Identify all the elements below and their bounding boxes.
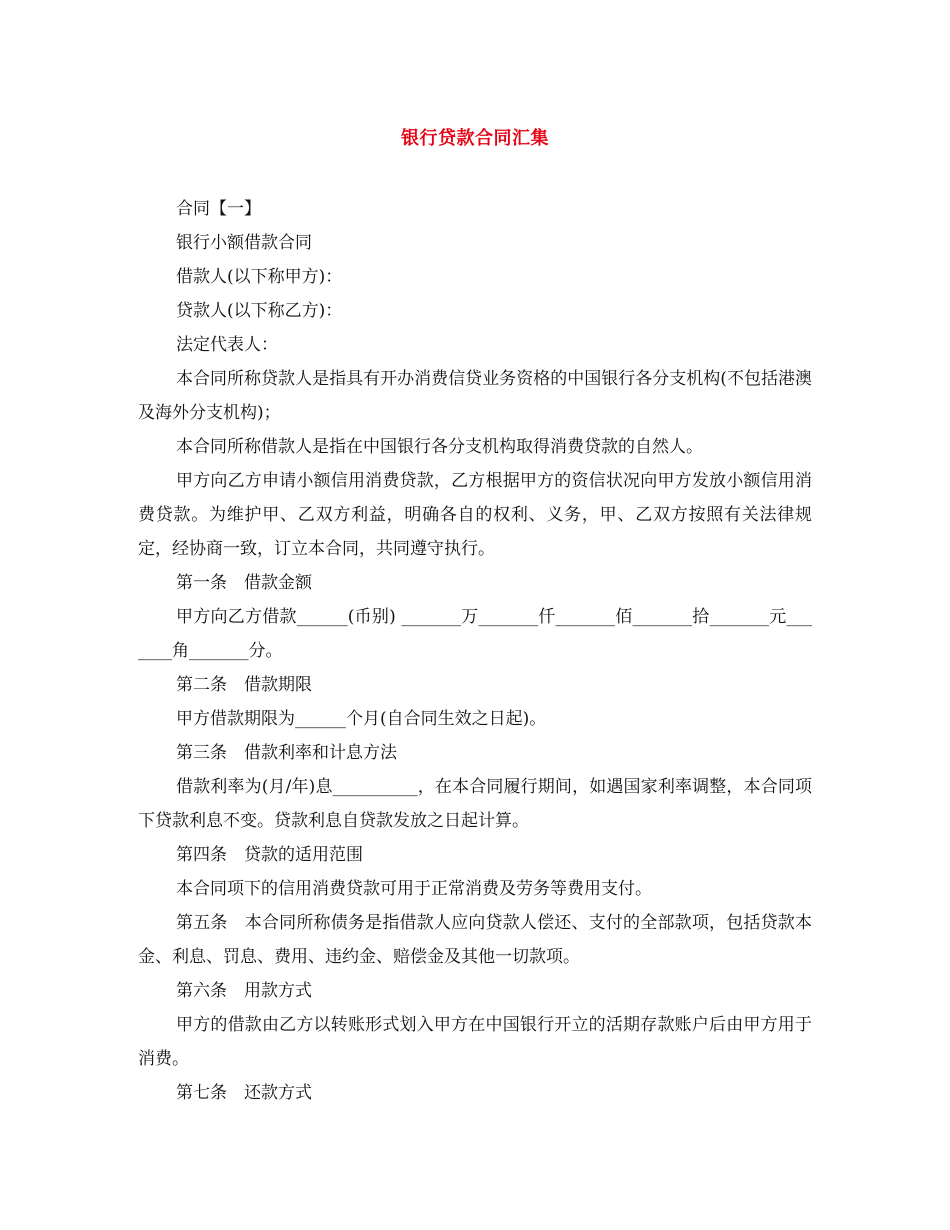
document-title: 银行贷款合同汇集 xyxy=(401,128,549,149)
paragraph-lender-definition: 本合同所称贷款人是指具有开办消费信贷业务资格的中国银行各分支机构(不包括港澳及海外分支机构)； xyxy=(138,369,812,423)
paragraph-contract-name: 银行小额借款合同 xyxy=(176,233,312,253)
article-2-body: 甲方借款期限为______个月(自合同生效之日起)。 xyxy=(176,709,547,729)
article-7-heading: 第七条 还款方式 xyxy=(176,1083,312,1103)
article-1-body: 甲方向乙方借款______(币别) _______万_______仟_______佰_______拾_______元_______角_______分。 xyxy=(138,607,812,661)
paragraph-legal-representative: 法定代表人： xyxy=(176,335,278,355)
article-4-body: 本合同项下的信用消费贷款可用于正常消费及劳务等费用支付。 xyxy=(176,879,652,899)
article-6-heading: 第六条 用款方式 xyxy=(176,981,312,1001)
article-3-body: 借款利率为(月/年)息__________，在本合同履行期间，如遇国家利率调整，本合同项下贷款利息不变。贷款利息自贷款发放之日起计算。 xyxy=(138,777,812,831)
document-body xyxy=(138,192,812,1110)
article-2-heading: 第二条 借款期限 xyxy=(176,675,312,695)
paragraph-preamble: 甲方向乙方申请小额信用消费贷款，乙方根据甲方的资信状况向甲方发放小额信用消费贷款。为维护甲、乙双方利益，明确各自的权利、义务，甲、乙双方按照有关法律规定，经协商一致，订立本合同，共同遵守执行。 xyxy=(138,471,812,559)
paragraph-contract-heading: 合同【一】 xyxy=(176,199,261,219)
article-5-body: 第五条 本合同所称债务是指借款人应向贷款人偿还、支付的全部款项，包括贷款本金、利息、罚息、费用、违约金、赔偿金及其他一切款项。 xyxy=(138,913,812,967)
article-1-heading: 第一条 借款金额 xyxy=(176,573,312,593)
paragraph-lender: 贷款人(以下称乙方)： xyxy=(176,301,343,321)
article-4-heading: 第四条 贷款的适用范围 xyxy=(176,845,363,865)
paragraph-borrower: 借款人(以下称甲方)： xyxy=(176,267,343,287)
article-6-body: 甲方的借款由乙方以转账形式划入甲方在中国银行开立的活期存款账户后由甲方用于消费。 xyxy=(138,1015,812,1069)
paragraph-borrower-definition: 本合同所称借款人是指在中国银行各分支机构取得消费贷款的自然人。 xyxy=(176,437,703,457)
article-3-heading: 第三条 借款利率和计息方法 xyxy=(176,743,397,763)
